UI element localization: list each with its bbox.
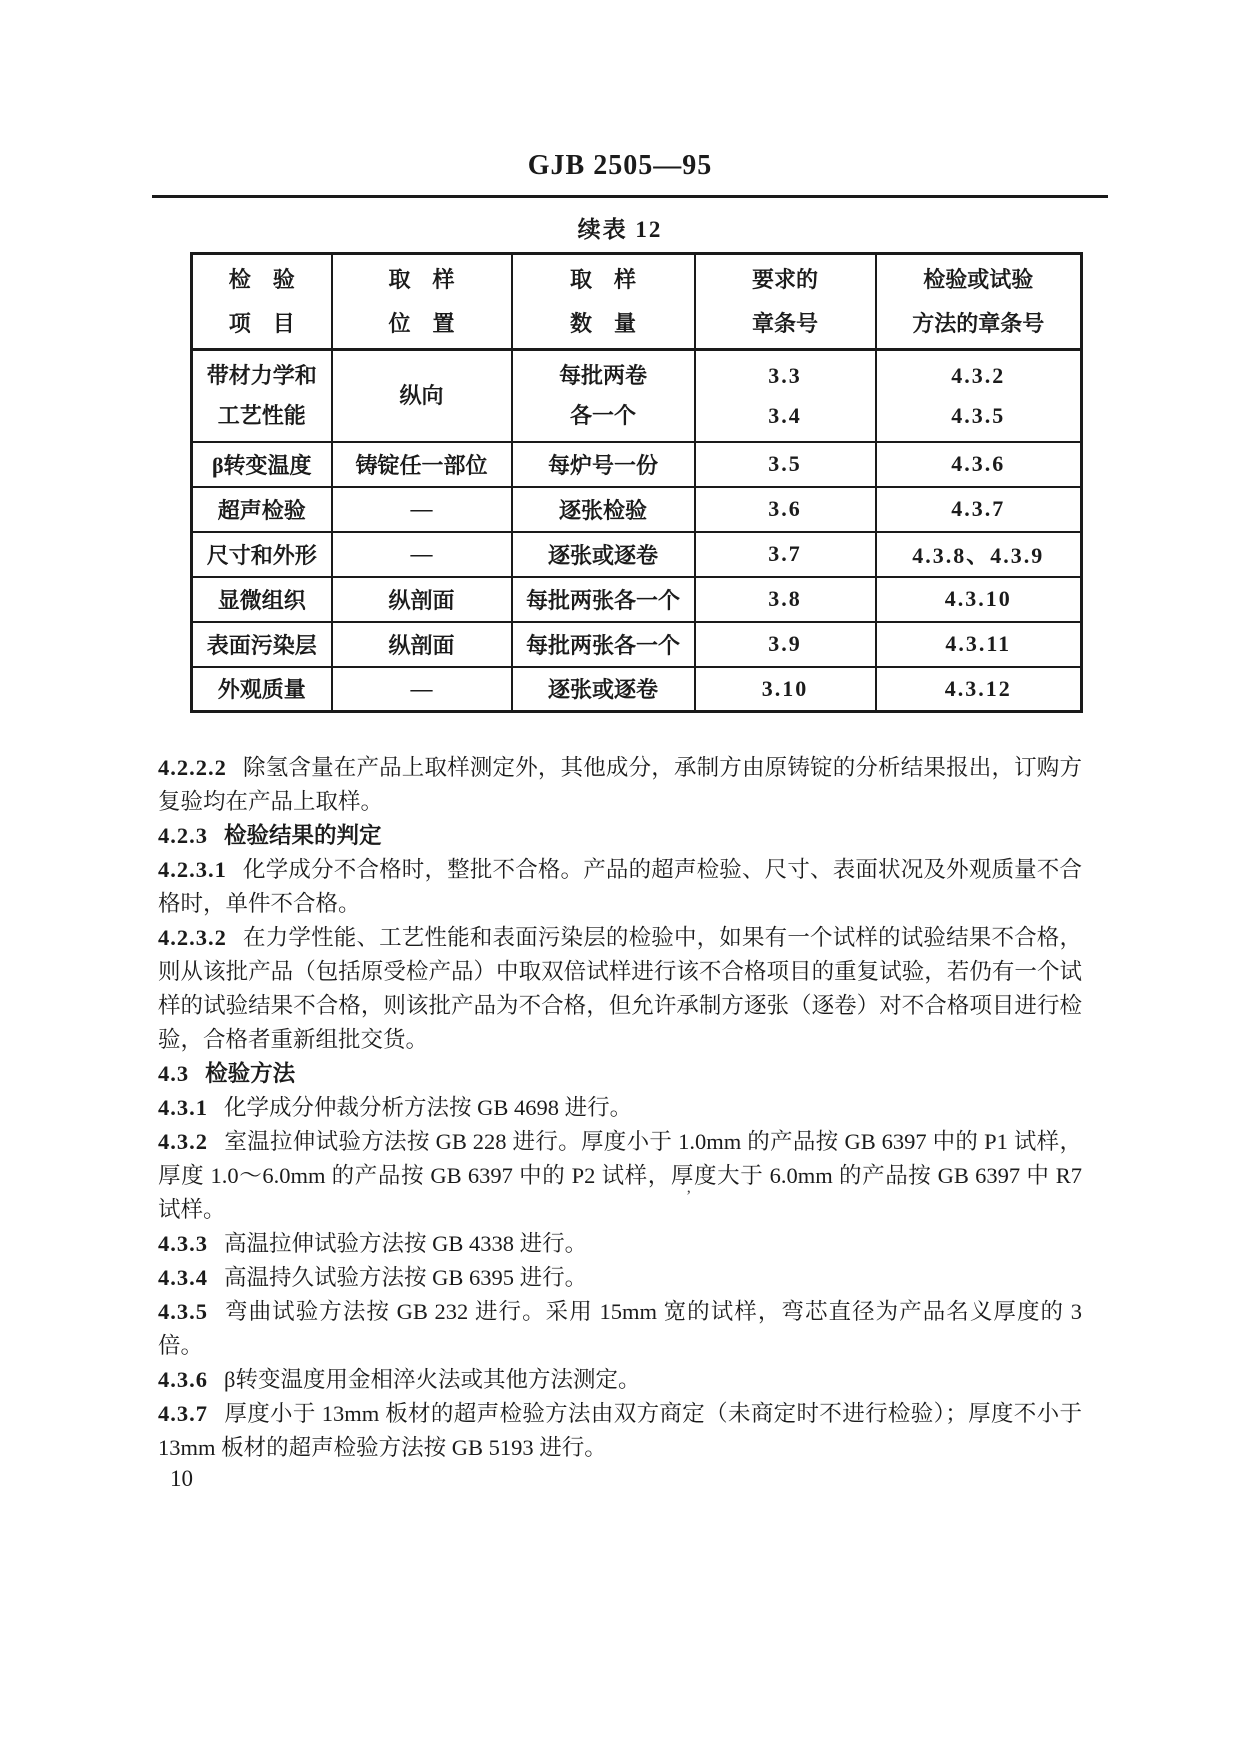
col-header-line: 检验或试验 — [923, 266, 1034, 292]
clause-number: 4.2.3.1 — [158, 857, 227, 882]
cell-sample-quantity: 每批两张各一个 — [512, 577, 695, 622]
cell-method-clause: 4.3.6 — [876, 442, 1082, 487]
cell-requirement-clause — [695, 350, 876, 442]
cell-requirement-clause: 3.10 — [695, 667, 876, 712]
page-number: 10 — [170, 1466, 193, 1491]
clause-number: 4.3.6 — [158, 1367, 208, 1392]
table-row — [192, 532, 1082, 577]
cell-inspection-item: β转变温度 — [192, 442, 332, 487]
col-header-requirement-clause — [695, 254, 876, 350]
col-header-line: 项 目 — [228, 310, 295, 336]
inspection-table — [190, 252, 1083, 713]
cell-inspection-item: 显微组织 — [192, 577, 332, 622]
cell-requirement-clause: 3.7 — [695, 532, 876, 577]
clause-text: β转变温度用金相淬火法或其他方法测定。 — [224, 1367, 641, 1392]
clause-text: 室温拉伸试验方法按 GB 228 进行。厚度小于 1.0mm 的产品按 GB 6397 中的 P1 试样，厚度 1.0～6.0mm 的产品按 GB 6397 中的 P2 试样，厚度大于 6.0mm 的产品按 GB 6397 中 R7 试样。 — [158, 1129, 1082, 1222]
table-row — [192, 350, 1082, 442]
clause-text: 高温持久试验方法按 GB 6395 进行。 — [224, 1265, 588, 1290]
body-text — [158, 751, 1082, 1465]
clause-text: 化学成分仲裁分析方法按 GB 4698 进行。 — [224, 1095, 633, 1120]
table-row — [192, 442, 1082, 487]
col-header-inspection-item — [192, 254, 332, 350]
clause-number: 4.3.3 — [158, 1231, 208, 1256]
clause-text: 化学成分不合格时，整批不合格。产品的超声检验、尺寸、表面状况及外观质量不合格时，单件不合格。 — [158, 857, 1082, 916]
clause-number: 4.3.7 — [158, 1401, 208, 1426]
clause-number: 4.2.3.2 — [158, 925, 227, 950]
clause-4-3-5 — [158, 1295, 1082, 1363]
cell-inspection-item: 表面污染层 — [192, 622, 332, 667]
header-rule — [152, 195, 1108, 198]
scan-artifact-mark: ’ — [686, 1188, 692, 1205]
col-header-method-clause — [876, 254, 1082, 350]
table-row — [192, 667, 1082, 712]
cell-sample-position: 纵剖面 — [332, 622, 512, 667]
clause-number: 4.3.2 — [158, 1129, 208, 1154]
cell-method-clause: 4.3.11 — [876, 622, 1082, 667]
cell-requirement-clause: 3.5 — [695, 442, 876, 487]
cell-requirement-clause: 3.8 — [695, 577, 876, 622]
clause-4-2-3-1 — [158, 853, 1082, 921]
cell-sample-quantity — [512, 350, 695, 442]
clause-4-3-3 — [158, 1227, 1082, 1261]
cell-inspection-item: 尺寸和外形 — [192, 532, 332, 577]
cell-sample-position: 纵剖面 — [332, 577, 512, 622]
clause-4-3-4 — [158, 1261, 1082, 1295]
clause-text: 检验方法 — [205, 1061, 296, 1086]
clause-number: 4.3 — [158, 1061, 190, 1086]
col-header-sample-position — [332, 254, 512, 350]
col-header-line: 方法的章条号 — [912, 310, 1045, 336]
cell-requirement-clause: 3.6 — [695, 487, 876, 532]
cell-sample-quantity: 每炉号一份 — [512, 442, 695, 487]
col-header-line: 取 样 — [569, 266, 636, 292]
col-header-line: 取 样 — [388, 266, 455, 292]
col-header-line: 检 验 — [228, 266, 295, 292]
cell-sample-quantity: 逐张或逐卷 — [512, 667, 695, 712]
table-header-row — [192, 254, 1082, 350]
cell-sample-quantity: 逐张检验 — [512, 487, 695, 532]
clause-4-3-2 — [158, 1125, 1082, 1227]
clause-4-2-3 — [158, 819, 1082, 853]
cell-inspection-item — [192, 350, 332, 442]
cell-sample-quantity: 每批两张各一个 — [512, 622, 695, 667]
table-row — [192, 622, 1082, 667]
clause-text: 弯曲试验方法按 GB 232 进行。采用 15mm 宽的试样，弯芯直径为产品名义厚度的 3 倍。 — [158, 1299, 1082, 1358]
clause-4-3-7 — [158, 1397, 1082, 1465]
cell-line: 4.3.5 — [951, 402, 1006, 428]
doc-code: GJB 2505—95 — [527, 150, 713, 181]
col-header-line: 数 量 — [569, 310, 636, 336]
clause-number: 4.3.4 — [158, 1265, 208, 1290]
clause-4-2-2-2 — [158, 751, 1082, 819]
cell-sample-quantity: 逐张或逐卷 — [512, 532, 695, 577]
clause-4-3 — [158, 1057, 1082, 1091]
cell-method-clause: 4.3.8、4.3.9 — [876, 532, 1082, 577]
cell-method-clause: 4.3.12 — [876, 667, 1082, 712]
cell-method-clause: 4.3.7 — [876, 487, 1082, 532]
cell-sample-position: 纵向 — [332, 350, 512, 442]
col-header-line: 位 置 — [388, 310, 455, 336]
col-header-line: 要求的 — [751, 266, 818, 292]
cell-inspection-item: 超声检验 — [192, 487, 332, 532]
cell-line: 3.3 — [768, 362, 802, 388]
clause-number: 4.3.5 — [158, 1299, 208, 1324]
col-header-line: 章条号 — [751, 310, 818, 336]
cell-line: 每批两卷 — [558, 362, 647, 388]
cell-sample-position: — — [332, 532, 512, 577]
col-header-sample-quantity — [512, 254, 695, 350]
clause-number: 4.2.3 — [158, 823, 208, 848]
cell-sample-position: — — [332, 667, 512, 712]
cell-inspection-item: 外观质量 — [192, 667, 332, 712]
clause-text: 在力学性能、工艺性能和表面污染层的检验中，如果有一个试样的试验结果不合格，则从该批产品（包括原受检产品）中取双倍试样进行该不合格项目的重复试验，若仍有一个试样的试验结果不合格，则该批产品为不合格，但允许承制方逐张（逐卷）对不合格项目进行检验，合格者重新组批交货。 — [158, 925, 1082, 1052]
clause-number: 4.3.1 — [158, 1095, 208, 1120]
cell-line: 3.4 — [768, 402, 802, 428]
clause-text: 检验结果的判定 — [224, 823, 382, 848]
cell-method-clause — [876, 350, 1082, 442]
cell-sample-position: 铸锭任一部位 — [332, 442, 512, 487]
clause-number: 4.2.2.2 — [158, 755, 227, 780]
clause-text: 除氢含量在产品上取样测定外，其他成分，承制方由原铸锭的分析结果报出，订购方复验均在产品上取样。 — [158, 755, 1082, 814]
cell-sample-position: — — [332, 487, 512, 532]
cell-requirement-clause: 3.9 — [695, 622, 876, 667]
cell-line: 带材力学和 — [206, 362, 317, 388]
cell-line: 工艺性能 — [217, 402, 306, 428]
table-row — [192, 577, 1082, 622]
cell-line: 4.3.2 — [951, 362, 1006, 388]
clause-4-3-6 — [158, 1363, 1082, 1397]
table-row — [192, 487, 1082, 532]
table-caption: 续表 12 — [577, 217, 663, 242]
clause-4-3-1 — [158, 1091, 1082, 1125]
cell-line: 各一个 — [569, 402, 636, 428]
clause-text: 高温拉伸试验方法按 GB 4338 进行。 — [224, 1231, 588, 1256]
cell-method-clause: 4.3.10 — [876, 577, 1082, 622]
clause-text: 厚度小于 13mm 板材的超声检验方法由双方商定（未商定时不进行检验）；厚度不小于 13mm 板材的超声检验方法按 GB 5193 进行。 — [158, 1401, 1082, 1460]
clause-4-2-3-2 — [158, 921, 1082, 1057]
